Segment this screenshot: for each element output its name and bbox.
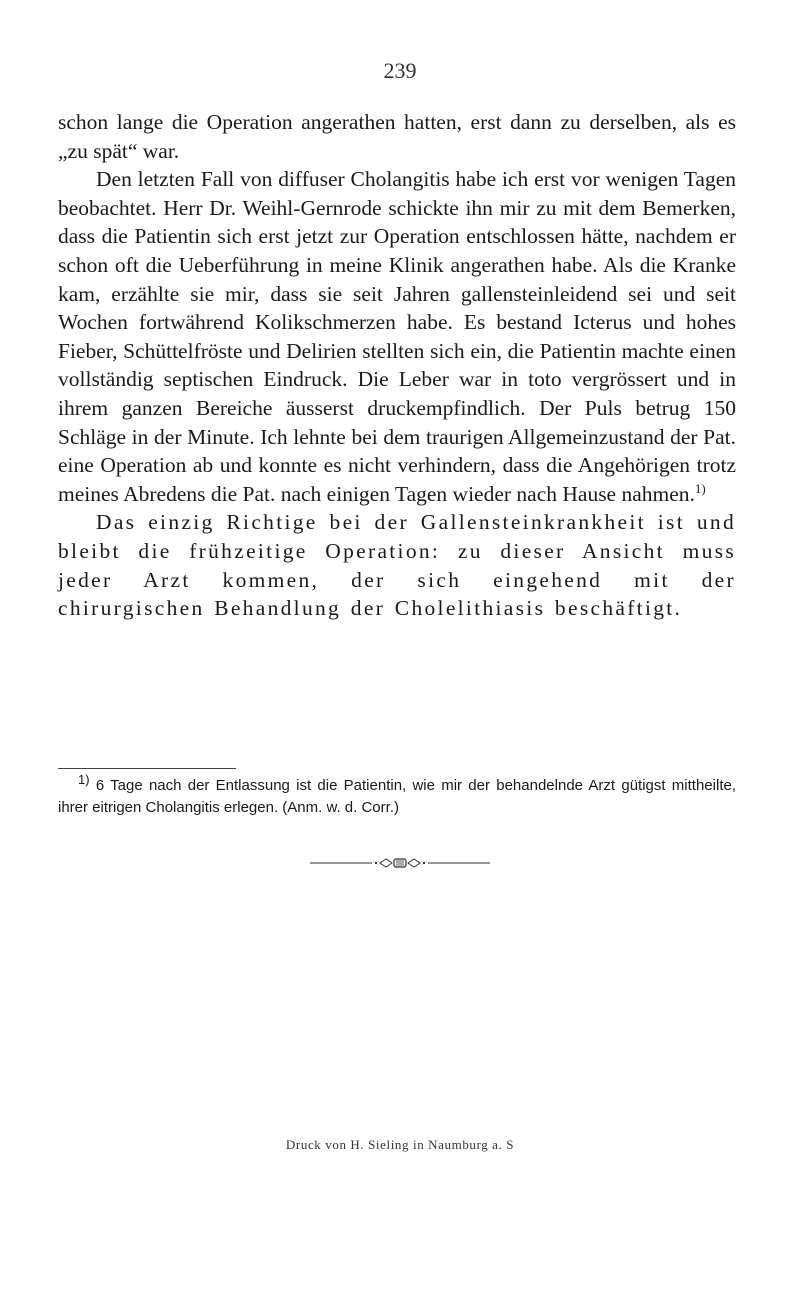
footnote-divider [58,768,236,769]
decorative-rule-ornament-icon [0,856,800,870]
paragraph-case-report [58,165,736,508]
footnote-text: 6 Tage nach der Entlassung ist die Patientin, wie mir der behandelnde Arzt gütigst mittheilte, ihrer eitrigen Cholangitis erlegen. (Anm. w. d. Corr.) [58,777,736,816]
page-number: 239 [383,58,417,83]
printer-imprint: Druck von H. Sieling in Naumburg a. S [285,1137,515,1152]
main-text [58,108,736,623]
footnote-body [58,772,736,819]
paragraph-conclusion: Das einzig Richtige bei der Gallensteinkrankheit ist und bleibt die frühzeitige Operation: zu dieser Ansicht muss jeder Arzt kommen, der sich eingehend mit der chirurgischen Behandlung der Cholelithiasis beschäftigt. [58,510,736,621]
paragraph-case-report-text: Den letzten Fall von diffuser Cholangitis habe ich erst vor wenigen Tagen beobachtet. Herr Dr. Weihl-Gernrode schickte ihn mir zu mit dem Bemerken, dass die Patientin sich erst jetzt zur Operation entschlossen hätte, nachdem er schon oft die Ueberführung in meine Klinik angerathen habe. Als die Kranke kam, erzählte sie mir, dass sie seit Jahren gallensteinleidend sei und seit Wochen fortwährend Kolikschmerzen habe. Es bestand Icterus und hohes Fieber, Schüttelfröste und Delirien stellten sich ein, die Patientin machte einen vollständig septischen Eindruck. Die Leber war in toto vergrössert und in ihrem ganzen Bereiche äusserst druckempfindlich. Der Puls betrug 150 Schläge in der Minute. Ich lehnte bei dem traurigen Allgemeinzustand der Pat. eine Operation ab und konnte es nicht verhindern, dass die Angehörigen trotz meines Abredens die Pat. nach einigen Tagen wieder nach Hause nahmen. [58,167,736,506]
footnote-mark: 1) [78,772,90,787]
paragraph-continuation: schon lange die Operation angerathen hatten, erst dann zu derselben, als es „zu spät“ war. [58,110,736,163]
ornament-graphic [310,856,490,870]
footnote-reference: 1) [694,480,706,496]
footnote [58,772,736,819]
